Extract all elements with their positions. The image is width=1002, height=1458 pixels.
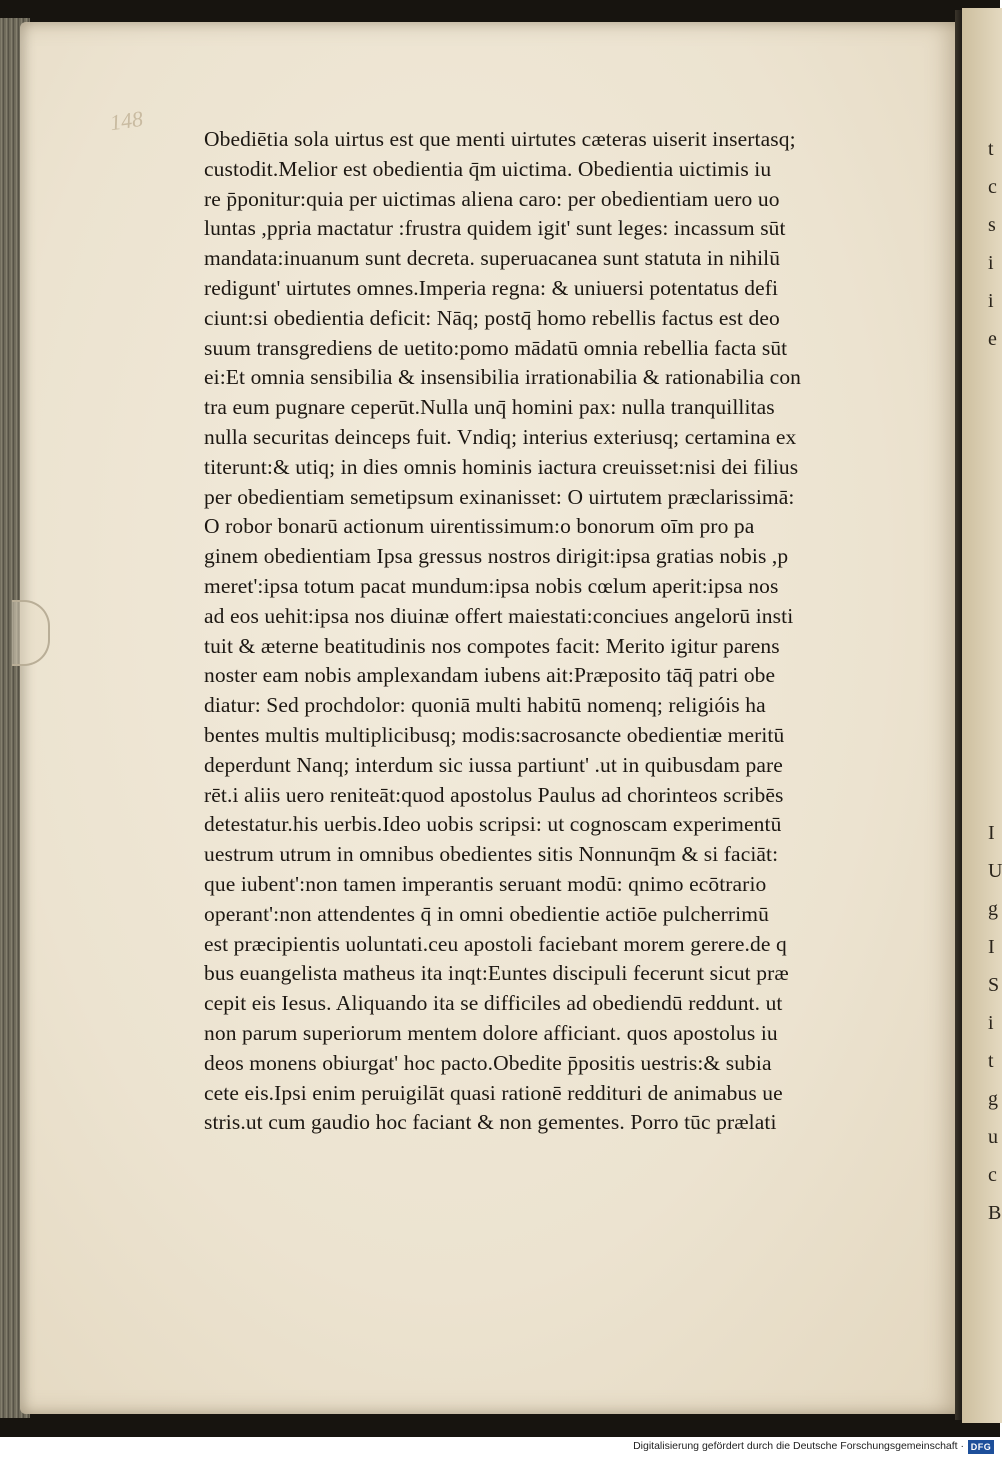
text-line: bus euangelista matheus ita inqt:Euntes discipuli fecerunt sicut præ bbox=[204, 961, 789, 986]
text-line: custodit.Melior est obedientia q̄m uictima. Obedientia uictimis iu bbox=[204, 156, 772, 181]
text-line: meret':ipsa totum pacat mundum:ipsa nobis cœlum aperit:ipsa nos bbox=[204, 573, 779, 598]
right-page-letter: t bbox=[988, 138, 994, 160]
text-line: ginem obedientiam Ipsa gressus nostros dirigit:ipsa gratias nobis ,p bbox=[204, 544, 789, 569]
footer-bar bbox=[0, 1437, 1000, 1458]
right-page-letter bbox=[988, 586, 1002, 624]
right-page-letter bbox=[988, 396, 1002, 434]
right-page-text-fragments bbox=[988, 130, 1002, 1232]
right-page-letter: g bbox=[988, 1088, 998, 1110]
text-line: redigunt' uirtutes omnes.Imperia regna: & uniuersi potentatus defi bbox=[204, 275, 779, 300]
text-line: mandata:inuanum sunt decreta. superuacanea sunt statuta in nihilū bbox=[204, 246, 781, 271]
right-page-letter: S bbox=[988, 974, 1000, 996]
text-line: ad eos uehit:ipsa nos diuinæ offert maiestati:conciues angelorū insti bbox=[204, 603, 794, 628]
dfg-logo: DFG bbox=[968, 1440, 994, 1454]
text-line: noster eam nobis amplexandam iubens ait:Præposito tāq̄ patri obe bbox=[204, 663, 776, 688]
text-line: re p̄ponitur:quia per uictimas aliena caro: per obedientiam uero uo bbox=[204, 186, 780, 211]
text-line: rēt.i aliis uero reniteāt:quod apostolus Paulus ad chorinteos scribēs bbox=[204, 782, 784, 807]
text-line: bentes multis multiplicibusq; modis:sacrosancte obedientiæ meritū bbox=[204, 722, 785, 747]
text-line: non parum superiorum mentem dolore afficiant. quos apostolus iu bbox=[204, 1020, 778, 1045]
right-page-letter: c bbox=[988, 1164, 997, 1186]
right-page-letter bbox=[988, 472, 1002, 510]
text-line: ciunt:si obedientia deficit: Nāq; postq̄ homo rebellis factus est deo bbox=[204, 305, 780, 330]
text-line: cepit eis Iesus. Aliquando ita se difficiles ad obediendū reddunt. ut bbox=[204, 991, 783, 1016]
page-text-block bbox=[204, 125, 894, 1138]
right-page-letter: U bbox=[988, 860, 1002, 882]
text-line: O robor bonarū actionum uirentissimum:o bonorum oīm pro pa bbox=[204, 514, 755, 539]
text-line: Obediētia sola uirtus est que menti uirtutes cæteras uiserit insertasq; bbox=[204, 127, 796, 151]
text-line: detestatur.his uerbis.Ideo uobis scripsi: ut cognoscam experimentū bbox=[204, 812, 782, 837]
text-line: que iubent':non tamen imperantis seruant modū: qnimo ecōtrario bbox=[204, 871, 767, 896]
right-page-letter: I bbox=[988, 936, 995, 958]
text-line: deos monens obiurgat' hoc pacto.Obedite p̄positis uestris:& subia bbox=[204, 1050, 772, 1075]
right-page-letter: u bbox=[988, 1126, 998, 1148]
right-page-letter: B bbox=[988, 1202, 1002, 1224]
right-page-letter bbox=[988, 662, 1002, 700]
text-line: ei:Et omnia sensibilia & insensibilia irrationabilia & rationabilia con bbox=[204, 365, 802, 390]
text-line: uestrum utrum in omnibus obedientes sitis Nonnunq̄m & si faciāt: bbox=[204, 842, 779, 867]
right-page-letter: g bbox=[988, 898, 998, 920]
right-page-letter: i bbox=[988, 252, 994, 274]
text-line: tra eum pugnare ceperūt.Nulla unq̄ homini pax: nulla tranquillitas bbox=[204, 395, 775, 420]
right-page-letter: i bbox=[988, 1012, 994, 1034]
text-line: nulla securitas deinceps fuit. Vndiq; interius exteriusq; certamina ex bbox=[204, 424, 797, 449]
text-line: per obedientiam semetipsum exinanisset: O uirtutem præclarissimā: bbox=[204, 484, 795, 509]
right-page-letter bbox=[988, 548, 1002, 586]
folio-mark: 148 bbox=[108, 105, 145, 136]
right-page-letter bbox=[988, 510, 1002, 548]
right-page-letter: i bbox=[988, 290, 994, 312]
right-page-letter bbox=[988, 700, 1002, 738]
right-page-letter bbox=[988, 624, 1002, 662]
book-clasp-outline bbox=[12, 600, 50, 666]
text-line: cete eis.Ipsi enim peruigilāt quasi rationē reddituri de animabus ue bbox=[204, 1080, 783, 1105]
right-page-letter bbox=[988, 434, 1002, 472]
text-line: est præcipientis uoluntati.ceu apostoli faciebant morem gerere.de q bbox=[204, 931, 787, 956]
right-page-letter bbox=[988, 358, 1002, 396]
text-line: operant':non attendentes q̄ in omni obedientie actiōe pulcherrimū bbox=[204, 901, 769, 926]
text-line: deperdunt Nanq; interdum sic iussa partiunt' .ut in quibusdam pare bbox=[204, 752, 783, 777]
right-page-letter: e bbox=[988, 328, 997, 350]
right-page-letter bbox=[988, 738, 1002, 776]
text-line: luntas ,ppria mactatur :frustra quidem igit' sunt leges: incassum sūt bbox=[204, 216, 786, 241]
funding-credit: Digitalisierung gefördert durch die Deutsche Forschungsgemeinschaft · bbox=[633, 1440, 964, 1452]
right-page-letter: c bbox=[988, 176, 997, 198]
text-line: tuit & æterne beatitudinis nos compotes facit: Merito igitur parens bbox=[204, 633, 780, 658]
right-page-letter: t bbox=[988, 1050, 994, 1072]
text-line: titerunt:& utiq; in dies omnis hominis iactura creuisset:nisi dei filius bbox=[204, 454, 799, 479]
text-line: stris.ut cum gaudio hoc faciant & non gementes. Porro tūc prælati bbox=[204, 1110, 777, 1135]
right-page-letter bbox=[988, 776, 1002, 814]
text-line: suum transgrediens de uetito:pomo mādatū omnia rebellia facta sūt bbox=[204, 335, 788, 360]
text-line: diatur: Sed prochdolor: quoniā multi habitū nomenq; religióis ha bbox=[204, 693, 766, 718]
right-page-letter: s bbox=[988, 214, 996, 236]
right-page-letter: I bbox=[988, 822, 995, 844]
